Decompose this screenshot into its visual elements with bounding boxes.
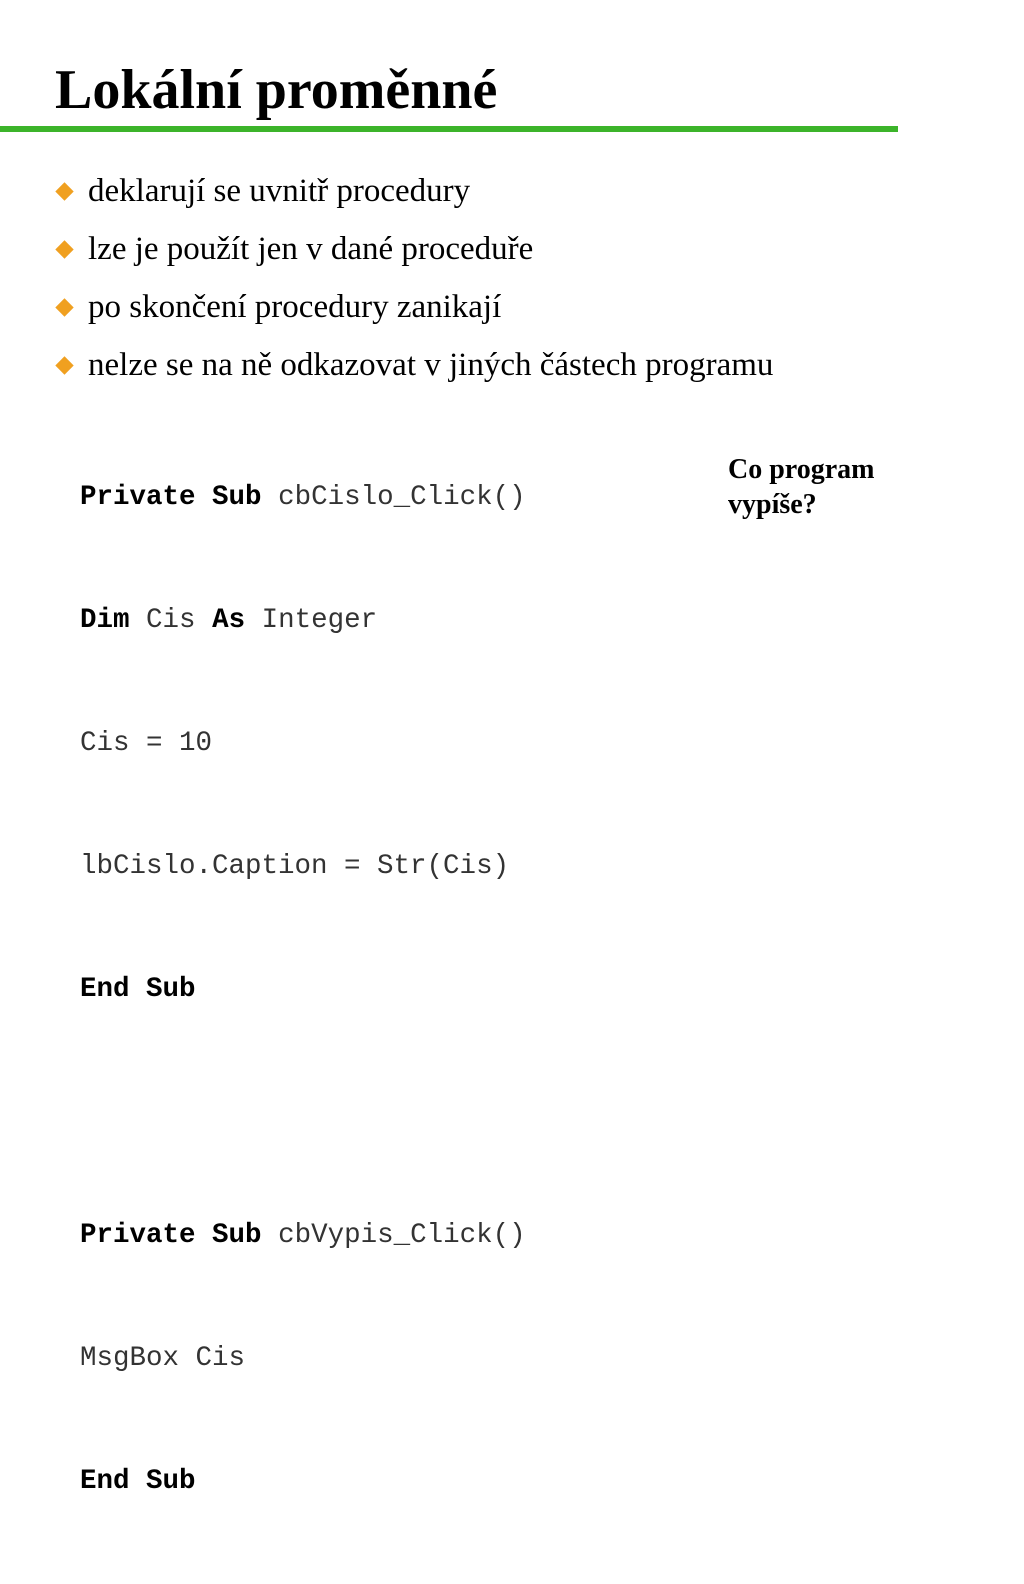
title-underline	[0, 126, 898, 132]
bullet-text: lze je použít jen v dané proceduře	[88, 231, 534, 267]
bullet-list	[54, 162, 773, 394]
code-text: Cis	[146, 605, 196, 636]
code-text: Integer	[261, 605, 378, 636]
slide-title: Lokální proměnné	[55, 59, 498, 121]
code-line	[80, 1461, 526, 1502]
code-line	[80, 1215, 526, 1256]
code-line	[80, 846, 526, 887]
code-line	[80, 1338, 526, 1379]
code-text: MsgBox Cis	[80, 1343, 246, 1374]
code-text: lbCislo.Caption = Str(Cis)	[80, 851, 510, 882]
code-text: cbCislo_Click()	[278, 482, 526, 513]
code-text: Cis = 10	[80, 728, 213, 759]
code-line	[80, 969, 526, 1010]
code-line	[80, 477, 526, 518]
code-blank-line	[80, 1092, 526, 1133]
bullet-item	[54, 278, 773, 336]
code-line	[80, 600, 526, 641]
bullet-text: nelze se na ně odkazovat v jiných částech programu	[88, 347, 774, 383]
code-keyword: End	[80, 974, 130, 1005]
code-keyword: Sub	[212, 482, 262, 513]
diamond-bullet-icon	[55, 298, 73, 316]
bullet-text: deklarují se uvnitř procedury	[88, 173, 471, 209]
code-keyword: End	[80, 1466, 130, 1497]
diamond-bullet-icon	[55, 240, 73, 258]
bullet-item	[54, 336, 773, 394]
code-keyword: Sub	[146, 974, 196, 1005]
code-keyword: Sub	[146, 1466, 196, 1497]
code-keyword: Private	[80, 482, 196, 513]
bullet-text: po skončení procedury zanikají	[88, 289, 502, 325]
question-text: Co program vypíše?	[728, 454, 875, 520]
code-block	[80, 395, 526, 1584]
code-keyword: Dim	[80, 605, 130, 636]
code-text: cbVypis_Click()	[278, 1220, 526, 1251]
diamond-bullet-icon	[55, 356, 73, 374]
diamond-bullet-icon	[55, 182, 73, 200]
bullet-item	[54, 162, 773, 220]
code-keyword: As	[212, 605, 246, 636]
code-keyword: Private	[80, 1220, 196, 1251]
code-keyword: Sub	[212, 1220, 262, 1251]
code-line	[80, 723, 526, 764]
bullet-item	[54, 220, 773, 278]
